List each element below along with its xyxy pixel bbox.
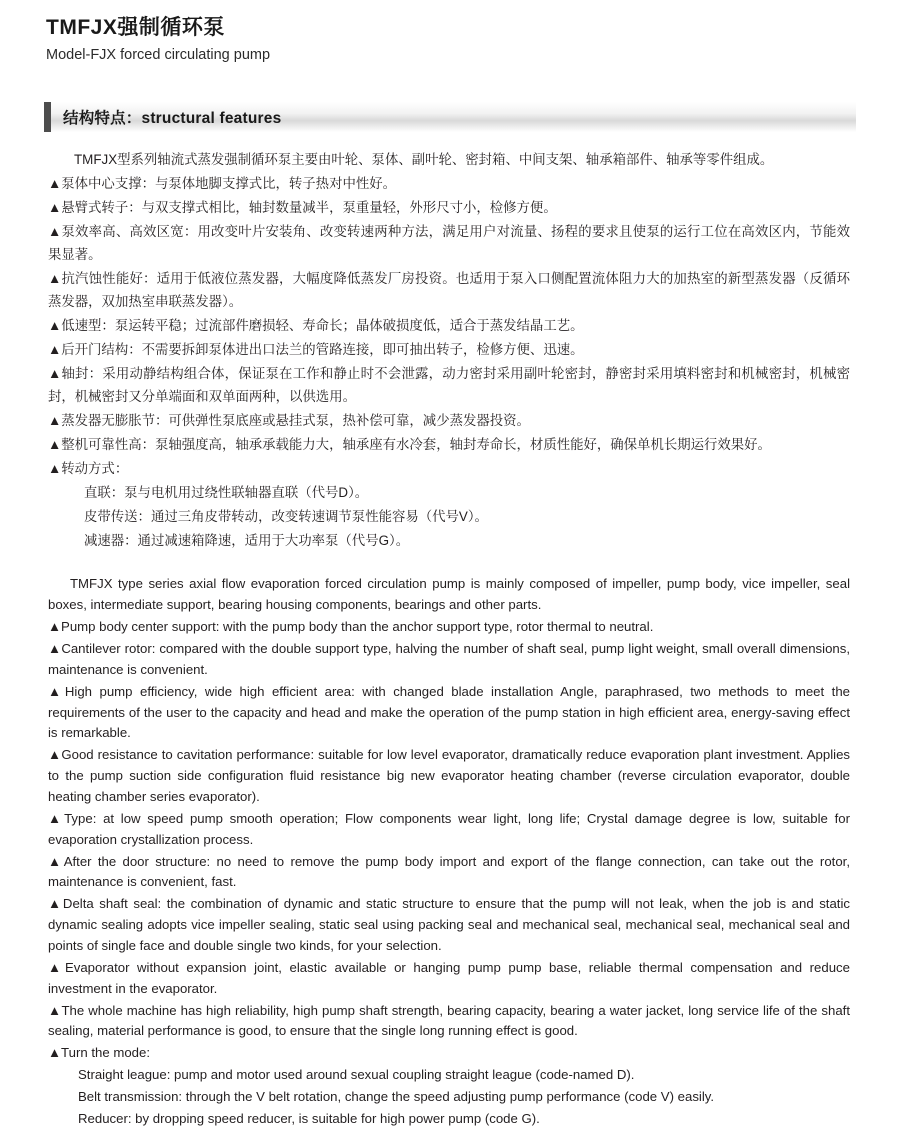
- english-paragraph: ▲After the door structure: no need to remove the pump body import and export of the flange connection, can take out the rotor, maintenance is convenient, fast.: [48, 853, 850, 890]
- page-title-english: Model-FJX forced circulating pump: [46, 47, 271, 64]
- chinese-paragraph: ▲悬臂式转子：与双支撑式相比，轴封数量减半，泵重量轻，外形尺寸小，检修方便。: [48, 199, 557, 215]
- page-title-chinese: TMFJX强制循环泵: [46, 16, 225, 39]
- chinese-paragraph: ▲低速型：泵运转平稳；过流部件磨损轻、寿命长；晶体破损度低，适合于蒸发结晶工艺。: [48, 317, 584, 333]
- chinese-paragraph: TMFJX型系列轴流式蒸发强制循环泵主要由叶轮、泵体、副叶轮、密封箱、中间支架、轴承箱部件、轴承等零件组成。: [74, 151, 774, 167]
- english-paragraph: ▲The whole machine has high reliability, high pump shaft strength, bearing capacity, bearing a water jacket, long service life of the shaft sealing, material performance is good, to ensure that the single long running effect is good.: [48, 1002, 850, 1039]
- english-paragraph: ▲High pump efficiency, wide high efficient area: with changed blade installation Angle, paraphrased, two methods to meet the requirements of the user to the capacity and head and make the operation of the pump station in high efficient area, energy-saving effect is remarkable.: [48, 683, 850, 741]
- section-banner-label: 结构特点：structural features: [63, 109, 282, 127]
- chinese-paragraph: 皮带传送：通过三角皮带转动，改变转速调节泵性能容易（代号V）。: [84, 509, 488, 525]
- english-paragraph: ▲Cantilever rotor: compared with the double support type, halving the number of shaft seal, pump light weight, small overall dimensions, maintenance is convenient.: [48, 641, 850, 677]
- english-paragraph: TMFJX type series axial flow evaporation forced circulation pump is mainly composed of impeller, pump body, vice impeller, seal boxes, intermediate support, bearing housing components, bearings and other parts.: [48, 576, 850, 613]
- chinese-paragraph: ▲转动方式：: [48, 461, 129, 477]
- english-paragraph: Belt transmission: through the V belt rotation, change the speed adjusting pump performance (code V) easily.: [78, 1089, 715, 1105]
- chinese-paragraph: ▲后开门结构：不需要拆卸泵体进出口法兰的管路连接，即可抽出转子，检修方便、迅速。: [48, 342, 584, 358]
- english-paragraph: ▲Pump body center support: with the pump body than the anchor support type, rotor thermal to neutral.: [48, 619, 654, 635]
- english-paragraph: ▲Turn the mode:: [48, 1045, 150, 1061]
- english-paragraph: ▲Good resistance to cavitation performance: suitable for low level evaporator, dramatically reduce evaporation plant investment. Applies to the pump suction side configuration fluid resistance big new evaporator heating chamber (reverse circulation evaporator, double heating chamber series evaporator).: [48, 747, 850, 805]
- english-paragraph: Straight league: pump and motor used around sexual coupling straight league (code-named D).: [78, 1067, 635, 1083]
- chinese-paragraph: ▲蒸发器无膨胀节：可供弹性泵底座或悬挂式泵，热补偿可靠，减少蒸发器投资。: [48, 413, 530, 429]
- section-banner-structural-features: [44, 102, 856, 132]
- chinese-paragraph: 减速器：通过减速箱降速，适用于大功率泵（代号G）。: [84, 533, 410, 549]
- chinese-paragraph: ▲泵效率高、高效区宽：用改变叶片安装角、改变转速两种方法，满足用户对流量、扬程的要求且使泵的运行工位在高效区内，节能效果显著。: [48, 223, 850, 262]
- english-paragraph: ▲Type: at low speed pump smooth operation; Flow components wear light, long life; Crystal damage degree is low, suitable for evaporation crystallization process.: [48, 810, 850, 847]
- english-content-block: [44, 574, 856, 1129]
- document-header: [46, 14, 856, 66]
- banner-accent-bar: [44, 102, 51, 132]
- chinese-content-block: [44, 148, 856, 553]
- chinese-paragraph: ▲轴封：采用动静结构组合体，保证泵在工作和静止时不会泄露，动力密封采用副叶轮密封，静密封采用填料密封和机械密封，机械密封，机械密封又分单端面和双单面两种，以供选用。: [48, 366, 850, 405]
- english-paragraph: ▲Evaporator without expansion joint, elastic available or hanging pump pump base, reliable thermal compensation and reduce investment in the evaporator.: [48, 959, 850, 996]
- chinese-paragraph: ▲泵体中心支撑：与泵体地脚支撑式比，转子热对中性好。: [48, 175, 397, 191]
- chinese-paragraph: ▲抗汽蚀性能好：适用于低液位蒸发器，大幅度降低蒸发厂房投资。也适用于泵入口侧配置流体阻力大的加热室的新型蒸发器（反循环蒸发器，双加热室串联蒸发器）。: [48, 270, 850, 309]
- chinese-paragraph: 直联：泵与电机用过绕性联轴器直联（代号D）。: [84, 485, 369, 501]
- chinese-paragraph: ▲整机可靠性高：泵轴强度高，轴承承载能力大，轴承座有水冷套，轴封寿命长，材质性能好，确保单机长期运行效果好。: [48, 437, 771, 453]
- english-paragraph: Reducer: by dropping speed reducer, is suitable for high power pump (code G).: [78, 1110, 540, 1126]
- english-paragraph: ▲Delta shaft seal: the combination of dynamic and static structure to ensure that the pump will not leak, when the job is and static dynamic sealing adopts vice impeller sealing, static seal using packing seal and mechanical seal, mechanical seal, mechanical seal and points of single face and double single two kinds, for your selection.: [48, 896, 850, 954]
